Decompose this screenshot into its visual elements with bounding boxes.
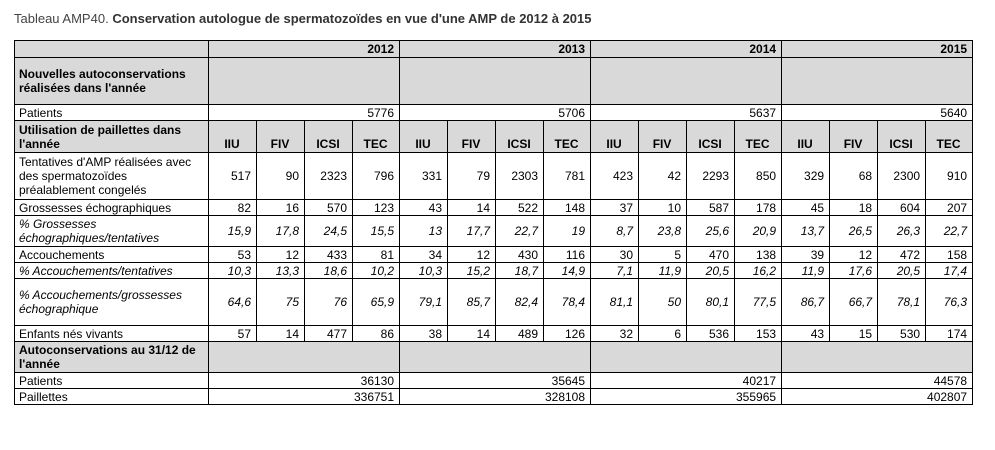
- subcol-header: TEC: [926, 121, 973, 153]
- year-header-2014: 2014: [591, 41, 782, 58]
- table-cell: 76: [305, 279, 353, 326]
- table-cell: 336751: [209, 389, 400, 405]
- table-cell: 11,9: [782, 263, 830, 279]
- table-cell: 5706: [400, 105, 591, 121]
- table-cell: 57: [209, 326, 257, 342]
- table-row: [15, 389, 973, 405]
- table-cell: 44578: [782, 373, 973, 389]
- table-cell: 174: [926, 326, 973, 342]
- table-cell: 76,3: [926, 279, 973, 326]
- table-cell: 14: [448, 200, 496, 216]
- table-cell: 536: [687, 326, 735, 342]
- table-cell: 10: [639, 200, 687, 216]
- section-nouvelles-autoconservations: Nouvelles autoconservations réalisées dans l'année: [15, 58, 209, 105]
- corner-cell: [15, 41, 209, 58]
- table-number: Tableau AMP40.: [14, 11, 109, 26]
- year-header-2015: 2015: [782, 41, 973, 58]
- table-caption: Conservation autologue de spermatozoïdes en vue d'une AMP de 2012 à 2015: [112, 11, 592, 26]
- table-cell: 65,9: [353, 279, 400, 326]
- section-fill-cell: [209, 58, 400, 105]
- table-title: [14, 11, 592, 26]
- table-cell: 470: [687, 247, 735, 263]
- table-cell: 86: [353, 326, 400, 342]
- table-cell: 781: [544, 153, 591, 200]
- table-cell: 10,2: [353, 263, 400, 279]
- subcol-header: IIU: [591, 121, 639, 153]
- subcol-header: FIV: [448, 121, 496, 153]
- section-utilisation-paillettes: Utilisation de paillettes dans l'année: [15, 121, 209, 153]
- table-cell: 81,1: [591, 279, 639, 326]
- table-cell: 53: [209, 247, 257, 263]
- table-cell: 587: [687, 200, 735, 216]
- table-cell: 75: [257, 279, 305, 326]
- table-cell: 148: [544, 200, 591, 216]
- subcol-header: ICSI: [305, 121, 353, 153]
- table-cell: 78,4: [544, 279, 591, 326]
- table-cell: 43: [400, 200, 448, 216]
- table-cell: 604: [878, 200, 926, 216]
- table-cell: 5776: [209, 105, 400, 121]
- table-cell: 355965: [591, 389, 782, 405]
- section-header-row: [15, 342, 973, 373]
- table-cell: 32: [591, 326, 639, 342]
- year-header-2013: 2013: [400, 41, 591, 58]
- subcol-header: TEC: [353, 121, 400, 153]
- table-cell: 24,5: [305, 216, 353, 247]
- table-cell: 15: [830, 326, 878, 342]
- table-cell: 126: [544, 326, 591, 342]
- row-label: % Accouchements/grossesses échographique: [15, 279, 209, 326]
- table-cell: 328108: [400, 389, 591, 405]
- table-cell: 15,9: [209, 216, 257, 247]
- table-cell: 79,1: [400, 279, 448, 326]
- row-label: Grossesses échographiques: [15, 200, 209, 216]
- table-row: [15, 279, 973, 326]
- table-cell: 68: [830, 153, 878, 200]
- table-cell: 10,3: [209, 263, 257, 279]
- table-cell: 517: [209, 153, 257, 200]
- table-cell: 5637: [591, 105, 782, 121]
- table-cell: 123: [353, 200, 400, 216]
- table-cell: 6: [639, 326, 687, 342]
- table-cell: 2300: [878, 153, 926, 200]
- table-cell: 86,7: [782, 279, 830, 326]
- row-label: % Grossesses échographiques/tentatives: [15, 216, 209, 247]
- subheader-row: [15, 121, 973, 153]
- table-cell: 42: [639, 153, 687, 200]
- year-header-2012: 2012: [209, 41, 400, 58]
- subcol-header: FIV: [639, 121, 687, 153]
- section-fill-cell: [209, 342, 400, 373]
- table-cell: 331: [400, 153, 448, 200]
- subcol-header: FIV: [257, 121, 305, 153]
- table-cell: 35645: [400, 373, 591, 389]
- table-cell: 50: [639, 279, 687, 326]
- table-row: [15, 373, 973, 389]
- table-cell: 158: [926, 247, 973, 263]
- table-cell: 90: [257, 153, 305, 200]
- table-cell: 329: [782, 153, 830, 200]
- row-label: Tentatives d'AMP réalisées avec des spermatozoïdes préalablement congelés: [15, 153, 209, 200]
- table-row: [15, 153, 973, 200]
- table-cell: 13,3: [257, 263, 305, 279]
- table-cell: 796: [353, 153, 400, 200]
- row-label: Patients: [15, 373, 209, 389]
- row-label: Patients: [15, 105, 209, 121]
- table-cell: 2303: [496, 153, 544, 200]
- table-cell: 17,4: [926, 263, 973, 279]
- year-header-row: [15, 41, 973, 58]
- row-label: Paillettes: [15, 389, 209, 405]
- table-cell: 17,8: [257, 216, 305, 247]
- table-cell: 14: [448, 326, 496, 342]
- table-cell: 138: [735, 247, 782, 263]
- table-cell: 489: [496, 326, 544, 342]
- table-cell: 17,6: [830, 263, 878, 279]
- subcol-header: IIU: [209, 121, 257, 153]
- amp40-table: [14, 40, 973, 405]
- table-cell: 15,2: [448, 263, 496, 279]
- table-cell: 20,5: [878, 263, 926, 279]
- table-cell: 477: [305, 326, 353, 342]
- table-cell: 570: [305, 200, 353, 216]
- table-cell: 2293: [687, 153, 735, 200]
- subcol-header: IIU: [400, 121, 448, 153]
- table-cell: 26,3: [878, 216, 926, 247]
- table-cell: 522: [496, 200, 544, 216]
- table-cell: 64,6: [209, 279, 257, 326]
- table-cell: 7,1: [591, 263, 639, 279]
- subcol-header: TEC: [544, 121, 591, 153]
- table-cell: 16,2: [735, 263, 782, 279]
- table-cell: 850: [735, 153, 782, 200]
- table-row: [15, 326, 973, 342]
- table-cell: 43: [782, 326, 830, 342]
- table-cell: 402807: [782, 389, 973, 405]
- table-cell: 13,7: [782, 216, 830, 247]
- table-cell: 36130: [209, 373, 400, 389]
- table-cell: 19: [544, 216, 591, 247]
- table-cell: 472: [878, 247, 926, 263]
- table-cell: 5: [639, 247, 687, 263]
- table-cell: 153: [735, 326, 782, 342]
- section-fill-cell: [591, 58, 782, 105]
- table-cell: 20,5: [687, 263, 735, 279]
- section-fill-cell: [591, 342, 782, 373]
- table-cell: 85,7: [448, 279, 496, 326]
- table-cell: 5640: [782, 105, 973, 121]
- table-row: [15, 247, 973, 263]
- table-cell: 79: [448, 153, 496, 200]
- table-cell: 15,5: [353, 216, 400, 247]
- subcol-header: ICSI: [496, 121, 544, 153]
- subcol-header: TEC: [735, 121, 782, 153]
- subcol-header: ICSI: [878, 121, 926, 153]
- table-row: [15, 105, 973, 121]
- table-cell: 20,9: [735, 216, 782, 247]
- table-cell: 30: [591, 247, 639, 263]
- table-cell: 82,4: [496, 279, 544, 326]
- table-cell: 12: [257, 247, 305, 263]
- table-cell: 116: [544, 247, 591, 263]
- row-label: Accouchements: [15, 247, 209, 263]
- table-cell: 26,5: [830, 216, 878, 247]
- table-cell: 12: [448, 247, 496, 263]
- table-row: [15, 216, 973, 247]
- table-cell: 12: [830, 247, 878, 263]
- table-cell: 22,7: [496, 216, 544, 247]
- table-cell: 66,7: [830, 279, 878, 326]
- table-cell: 433: [305, 247, 353, 263]
- table-cell: 13: [400, 216, 448, 247]
- table-cell: 39: [782, 247, 830, 263]
- table-cell: 23,8: [639, 216, 687, 247]
- table-cell: 77,5: [735, 279, 782, 326]
- table-cell: 530: [878, 326, 926, 342]
- table-cell: 16: [257, 200, 305, 216]
- table-cell: 430: [496, 247, 544, 263]
- row-label: % Accouchements/tentatives: [15, 263, 209, 279]
- row-label: Enfants nés vivants: [15, 326, 209, 342]
- table-cell: 423: [591, 153, 639, 200]
- table-cell: 81: [353, 247, 400, 263]
- table-cell: 38: [400, 326, 448, 342]
- section-autoconservations-31-12: Autoconservations au 31/12 de l'année: [15, 342, 209, 373]
- table-cell: 207: [926, 200, 973, 216]
- section-fill-cell: [400, 58, 591, 105]
- table-cell: 17,7: [448, 216, 496, 247]
- section-header-row: [15, 58, 973, 105]
- section-fill-cell: [782, 58, 973, 105]
- table-cell: 37: [591, 200, 639, 216]
- table-cell: 18,6: [305, 263, 353, 279]
- table-cell: 10,3: [400, 263, 448, 279]
- table-cell: 78,1: [878, 279, 926, 326]
- table-cell: 82: [209, 200, 257, 216]
- subcol-header: IIU: [782, 121, 830, 153]
- table-cell: 11,9: [639, 263, 687, 279]
- table-cell: 8,7: [591, 216, 639, 247]
- table-cell: 18: [830, 200, 878, 216]
- table-row: [15, 263, 973, 279]
- table-cell: 40217: [591, 373, 782, 389]
- utilisation-rows: [15, 153, 973, 342]
- table-cell: 178: [735, 200, 782, 216]
- table-row: [15, 200, 973, 216]
- table-cell: 80,1: [687, 279, 735, 326]
- table-cell: 45: [782, 200, 830, 216]
- table-cell: 14: [257, 326, 305, 342]
- subcol-header: FIV: [830, 121, 878, 153]
- table-cell: 25,6: [687, 216, 735, 247]
- section-fill-cell: [782, 342, 973, 373]
- table-cell: 22,7: [926, 216, 973, 247]
- table-cell: 34: [400, 247, 448, 263]
- table-cell: 14,9: [544, 263, 591, 279]
- table-cell: 18,7: [496, 263, 544, 279]
- subcol-header: ICSI: [687, 121, 735, 153]
- table-cell: 2323: [305, 153, 353, 200]
- section-fill-cell: [400, 342, 591, 373]
- table-cell: 910: [926, 153, 973, 200]
